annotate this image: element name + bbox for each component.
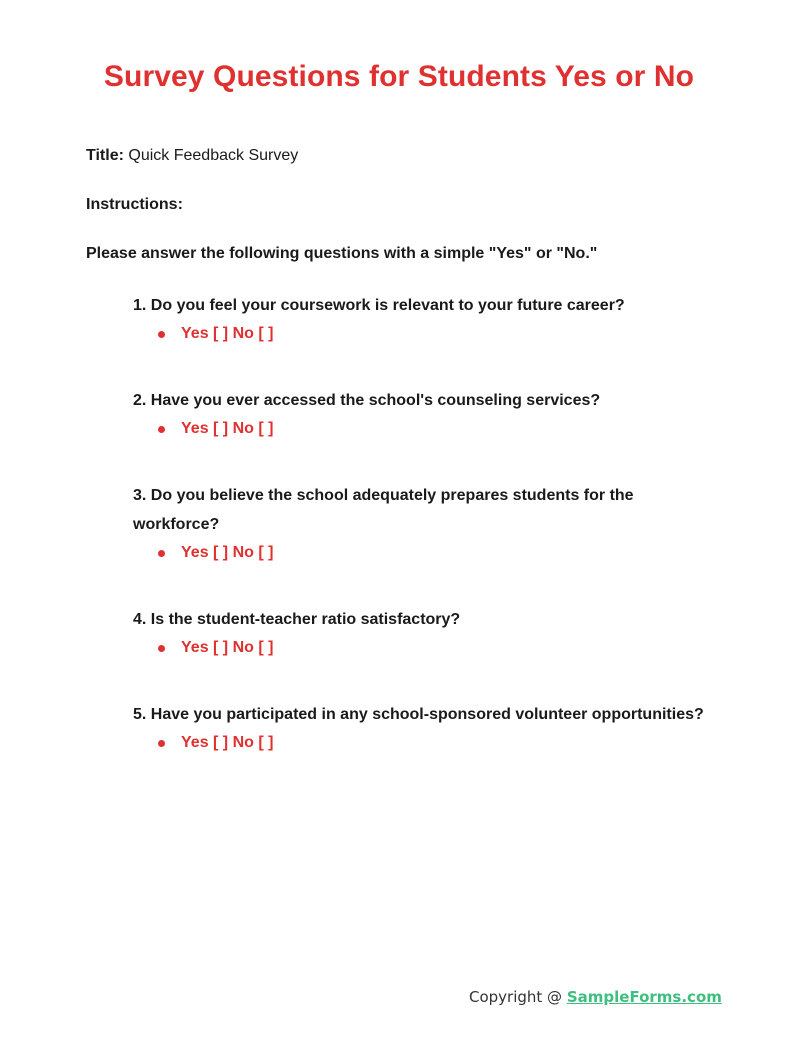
question-text: 3. Do you believe the school adequately prepares students for the workforce? xyxy=(133,487,634,533)
answer-options[interactable] xyxy=(158,635,713,661)
answer-text: Yes [ ] No [ ] xyxy=(181,544,274,561)
page-title: Survey Questions for Students Yes or No xyxy=(103,60,695,93)
answer-text: Yes [ ] No [ ] xyxy=(181,420,274,437)
brand-link[interactable]: SampleForms.com xyxy=(566,988,722,1006)
answer-text: Yes [ ] No [ ] xyxy=(181,639,274,656)
question-text: 2. Have you ever accessed the school's counseling services? xyxy=(133,392,601,409)
instructions-label: Instructions: xyxy=(86,196,183,213)
question-item xyxy=(133,605,713,661)
question-text: 1. Do you feel your coursework is relevant to your future career? xyxy=(133,297,625,314)
question-text: 4. Is the student-teacher ratio satisfactory? xyxy=(133,611,461,628)
bullet-icon xyxy=(158,331,165,338)
answer-options[interactable] xyxy=(158,416,713,442)
question-item xyxy=(133,386,713,442)
copyright-text: Copyright @ xyxy=(469,988,563,1006)
answer-options[interactable] xyxy=(158,540,713,566)
survey-title-value: Quick Feedback Survey xyxy=(128,147,299,164)
answer-text: Yes [ ] No [ ] xyxy=(181,325,274,342)
bullet-icon xyxy=(158,645,165,652)
answer-options[interactable] xyxy=(158,730,713,756)
survey-title xyxy=(86,147,298,165)
question-text: 5. Have you participated in any school-sponsored volunteer opportunities? xyxy=(133,706,704,723)
question-list xyxy=(133,291,713,795)
question-item xyxy=(133,700,713,756)
answer-text: Yes [ ] No [ ] xyxy=(181,734,274,751)
bullet-icon xyxy=(158,550,165,557)
bullet-icon xyxy=(158,740,165,747)
footer-copyright xyxy=(469,988,722,1006)
bullet-icon xyxy=(158,426,165,433)
question-item xyxy=(133,291,713,347)
survey-title-label: Title: xyxy=(86,147,124,164)
instructions-text: Please answer the following questions with a simple "Yes" or "No." xyxy=(86,245,598,262)
question-item xyxy=(133,481,713,566)
answer-options[interactable] xyxy=(158,321,713,347)
